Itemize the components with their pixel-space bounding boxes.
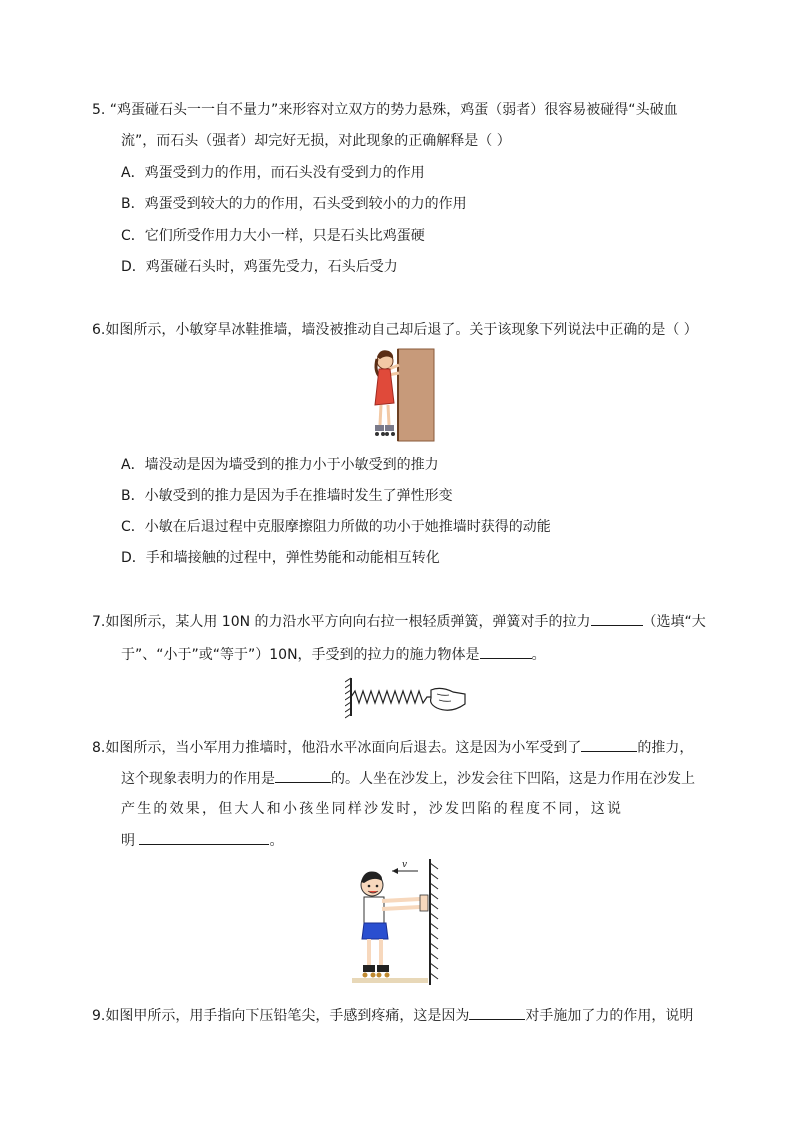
girl-pushing-wall-figure (372, 345, 436, 443)
spring-pulled-by-hand-figure (345, 674, 469, 720)
q7-line1-tail: （选填“大 (642, 614, 706, 630)
q5-option-b: B．鸡蛋受到较大的力的作用，石头受到较小的力的作用 (121, 196, 467, 212)
q8-line2 (121, 768, 695, 789)
q9-blank-1[interactable] (469, 1005, 525, 1020)
q8-line4-tail: 。 (269, 833, 284, 849)
q8-blank-2[interactable] (275, 768, 331, 783)
q7-line2 (121, 644, 546, 665)
velocity-label: v (402, 860, 408, 870)
q8-line1-text: 8.如图所示，当小军用力推墙时，他沿水平冰面向后退去。这是因为小军受到了 (92, 740, 582, 756)
q7-blank-2[interactable] (480, 644, 532, 659)
q8-line2-text: 这个现象表明力的作用是 (121, 771, 275, 787)
boy-pushing-wall-figure (350, 857, 442, 987)
q8-line4-text: 明 (121, 833, 140, 849)
q5-stem-line1: 5. “鸡蛋碰石头一一自不量力”来形容对立双方的势力悬殊，鸡蛋（弱者）很容易被碰得“头破血 (92, 102, 678, 118)
q6-option-a: A．墙没动是因为墙受到的推力小于小敏受到的推力 (121, 457, 439, 473)
q5-stem-line2: 流”，而石头（强者）却完好无损，对此现象的正确解释是（ ） (121, 133, 511, 149)
q6-option-b: B．小敏受到的推力是因为手在推墙时发生了弹性形变 (121, 488, 453, 504)
q8-line2-tail: 的。人坐在沙发上，沙发会往下凹陷，这是力作用在沙发上 (331, 771, 695, 787)
q7-line1-text: 7.如图所示，某人用 10N 的力沿水平方向向右拉一根轻质弹簧，弹簧对手的拉力 (92, 614, 591, 630)
q7-line1 (92, 611, 706, 632)
q6-option-d: D．手和墙接触的过程中，弹性势能和动能相互转化 (121, 550, 440, 566)
q9-line1-text: 9.如图甲所示，用手指向下压铅笔尖，手感到疼痛，这是因为 (92, 1008, 470, 1024)
q8-blank-3[interactable] (139, 830, 269, 845)
q7-line2-text: 于”、“小于”或“等于”）10N，手受到的拉力的施力物体是 (121, 647, 480, 663)
q9-line1-tail: 对手施加了力的作用，说明 (525, 1008, 694, 1024)
q5-option-d: D．鸡蛋碰石头时，鸡蛋先受力，石头后受力 (121, 259, 398, 275)
q8-line1-tail: 的推力， (637, 740, 694, 756)
q8-line1 (92, 737, 693, 758)
q7-line2-tail: 。 (531, 647, 546, 663)
q6-stem: 6.如图所示，小敏穿旱冰鞋推墙，墙没被推动自己却后退了。关于该现象下列说法中正确的是（ ） (92, 322, 698, 338)
q8-blank-1[interactable] (581, 737, 637, 752)
q5-option-c: C．它们所受作用力大小一样，只是石头比鸡蛋硬 (121, 228, 425, 244)
q5-option-a: A．鸡蛋受到力的作用，而石头没有受到力的作用 (121, 165, 425, 181)
q9-line1 (92, 1005, 693, 1026)
q8-line4 (121, 830, 283, 851)
q6-option-c: C．小敏在后退过程中克服摩擦阻力所做的功小于她推墙时获得的动能 (121, 519, 551, 535)
q8-line3: 产生的效果，但大人和小孩坐同样沙发时，沙发凹陷的程度不同，这说 (121, 801, 624, 817)
q7-blank-1[interactable] (591, 611, 643, 626)
